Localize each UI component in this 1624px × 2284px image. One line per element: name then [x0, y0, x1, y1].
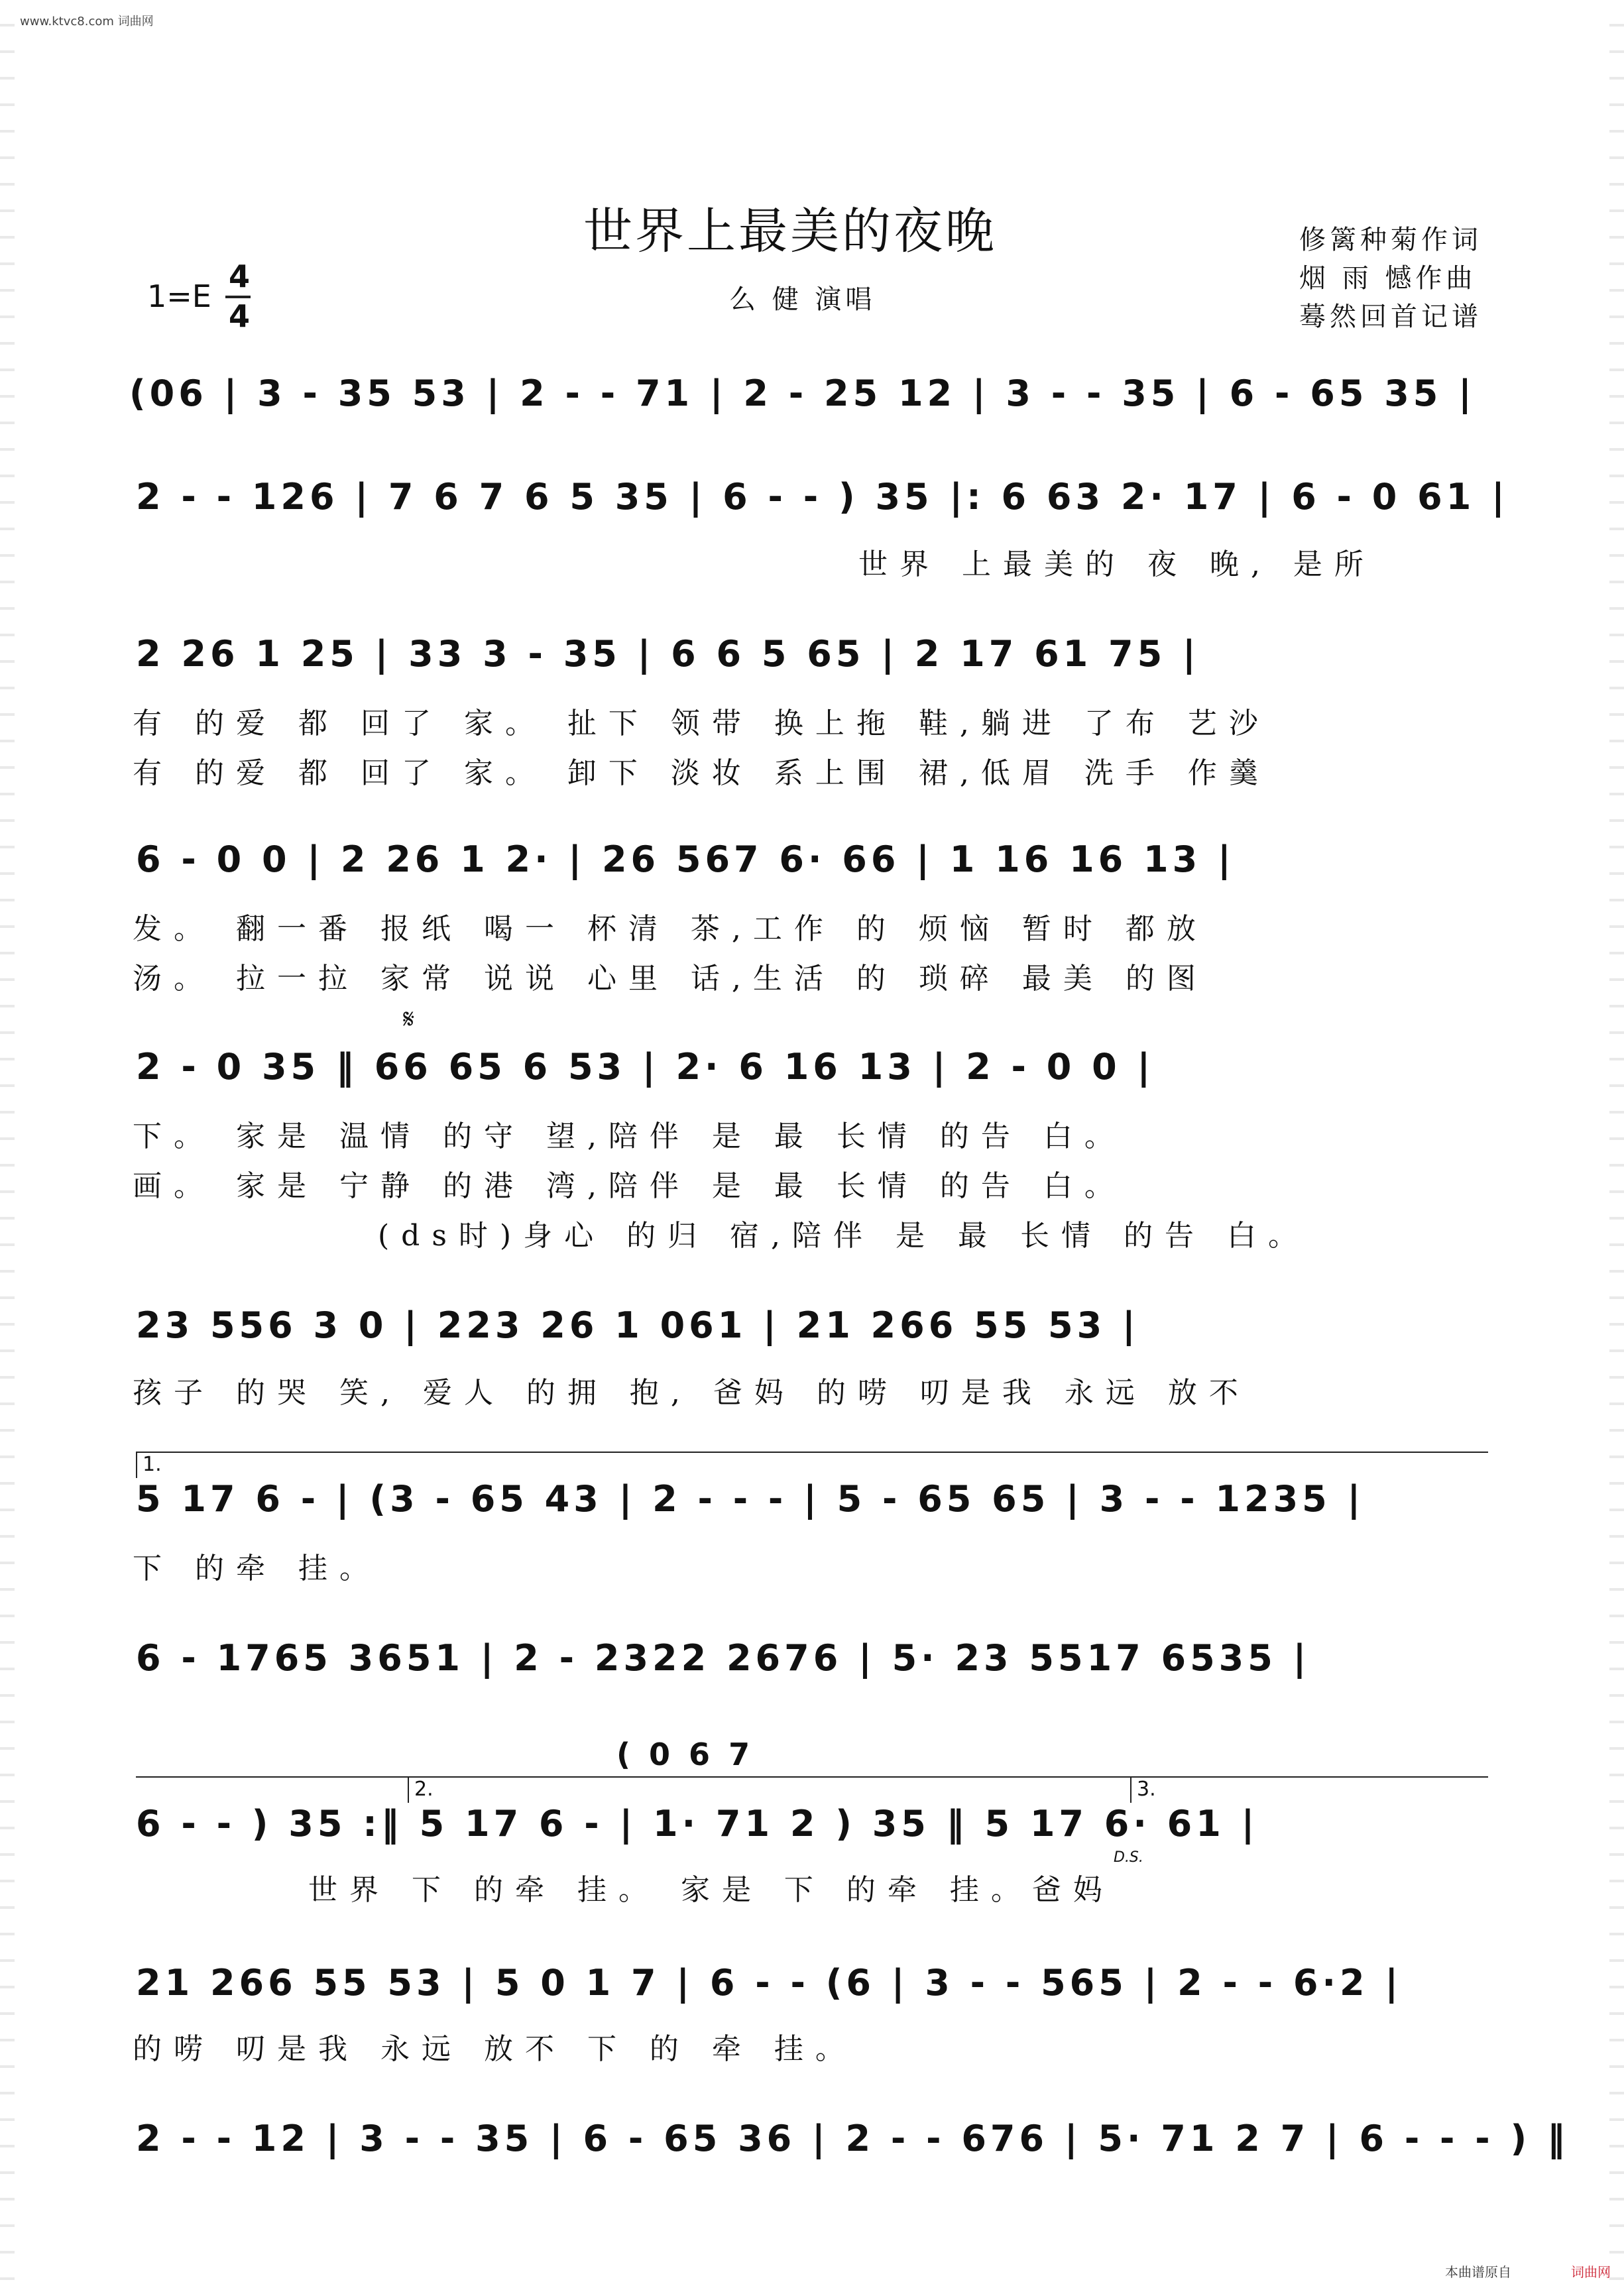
system-3-notes: 2 26 1 25 | 33 3 - 35 | 6 6 5 65 | 2 17 61 75 |	[136, 633, 1200, 675]
singer: 么 健 演唱	[729, 284, 876, 315]
system-4-lyric-2: 汤。 拉一拉 家常 说说 心里 话,生活 的 琐碎 最美 的图	[133, 962, 1208, 996]
system-10-lyric-1: 的唠 叨是我 永远 放不 下 的 牵 挂。	[133, 2032, 856, 2066]
left-border-strip	[0, 0, 15, 2284]
system-4-lyric-1: 发。 翻一番 报纸 喝一 杯清 茶,工作 的 烦恼 暂时 都放	[133, 912, 1208, 946]
footer-site: 词曲网	[1571, 2264, 1611, 2280]
system-5-notes: 2 - 0 35 ‖ 66 65 6 53 | 2· 6 16 13 | 2 - 0 0 |	[136, 1046, 1155, 1088]
time-signature-bottom: 4	[229, 298, 251, 334]
system-1-notes: (06 | 3 - 35 53 | 2 - - 71 | 2 - 25 12 | 3 - - 35 | 6 - 65 35 |	[129, 372, 1476, 414]
system-7-lyric-1: 下 的牵 挂。	[133, 1552, 380, 1585]
system-7-notes: 5 17 6 - | (3 - 65 43 | 2 - - - | 5 - 65 65 | 3 - - 1235 |	[136, 1478, 1365, 1520]
ds-mark: D.S.	[1114, 1849, 1143, 1866]
right-border-strip	[1609, 0, 1624, 2284]
system-2-notes: 2 - - 126 | 7 6 7 6 5 35 | 6 - - ) 35 |: 6 63 2· 17 | 6 - 0 61 |	[136, 476, 1509, 518]
volta-3-label: 3.	[1137, 1778, 1156, 1801]
system-6-notes: 23 556 3 0 | 223 26 1 061 | 21 266 55 53 |	[136, 1304, 1139, 1346]
cue-notes: ( 0 6 7	[616, 1737, 754, 1772]
system-8-notes: 6 - 1765 3651 | 2 - 2322 2676 | 5· 23 5517 6535 |	[136, 1637, 1310, 1679]
segno-sign: 𝄋	[403, 1004, 415, 1035]
system-4-notes: 6 - 0 0 | 2 26 1 2· | 26 567 6· 66 | 1 16 16 13 |	[136, 838, 1235, 880]
system-2-lyric-1: 世界 上最美的 夜 晚, 是所	[858, 547, 1375, 581]
system-3-lyric-2: 有 的爱 都 回了 家。 卸下 淡妆 系上围 裙,低眉 洗手 作羹	[133, 756, 1270, 790]
system-11-notes: 2 - - 12 | 3 - - 35 | 6 - 65 36 | 2 - - 676 | 5· 71 2 7 | 6 - - - ) ‖	[136, 2118, 1569, 2159]
system-5-lyric-2: 画。 家是 宁静 的港 湾,陪伴 是 最 长情 的告 白。	[133, 1169, 1126, 1203]
key-signature: 1=E	[147, 278, 211, 314]
site-watermark: www.ktvc8.com 词曲网	[20, 15, 154, 29]
system-10-notes: 21 266 55 53 | 5 0 1 7 | 6 - - (6 | 3 - - 565 | 2 - - 6·2 |	[136, 1962, 1403, 2004]
system-5-lyric-1: 下。 家是 温情 的守 望,陪伴 是 最 长情 的告 白。	[133, 1119, 1126, 1153]
footer-source: 本曲谱原自	[1445, 2264, 1511, 2280]
composer: 烟 雨 憾作曲	[1299, 263, 1477, 294]
volta-1-label: 1.	[143, 1453, 162, 1476]
system-9-lyric-1: 世界 下 的牵 挂。 家是 下 的牵 挂。爸妈	[308, 1873, 1114, 1907]
system-5-lyric-3: (ds时)身心 的归 宿,陪伴 是 最 长情 的告 白。	[378, 1219, 1309, 1253]
lyricist: 修篱种菊作词	[1299, 225, 1482, 255]
volta-2-label: 2.	[414, 1778, 434, 1801]
system-9-notes: 6 - - ) 35 :‖ 5 17 6 - | 1· 71 2 ) 35 ‖ 5 17 6· 61 |	[136, 1803, 1259, 1845]
transcriber: 蓦然回首记谱	[1299, 302, 1482, 332]
system-6-lyric-1: 孩子 的哭 笑, 爱人 的拥 抱, 爸妈 的唠 叨是我 永远 放不	[133, 1376, 1250, 1410]
song-title: 世界上最美的夜晚	[583, 203, 997, 260]
time-signature-top: 4	[229, 258, 251, 294]
system-3-lyric-1: 有 的爱 都 回了 家。 扯下 领带 换上拖 鞋,躺进 了布 艺沙	[133, 707, 1270, 740]
